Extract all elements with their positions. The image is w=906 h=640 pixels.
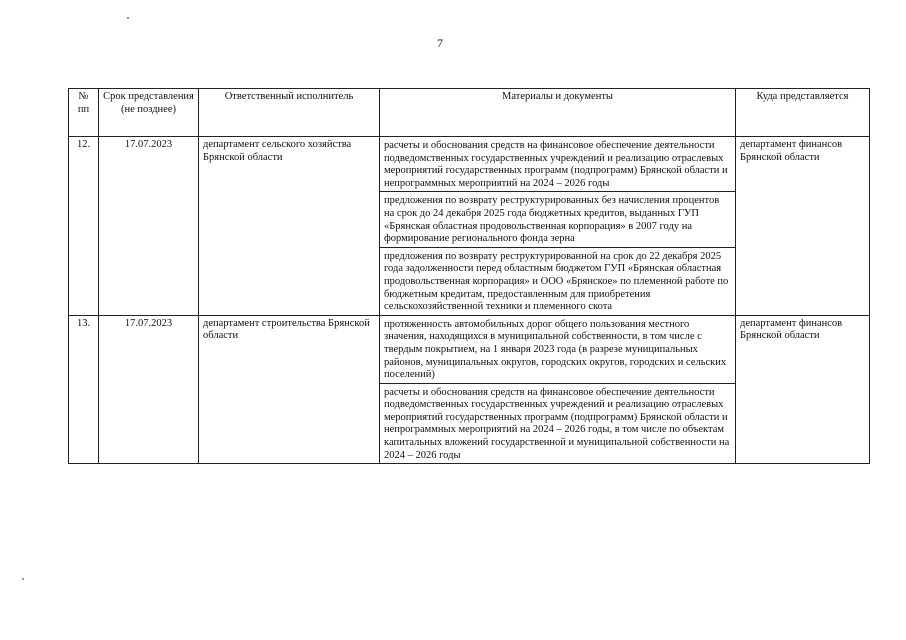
header-recipient: Куда представляется xyxy=(736,89,870,137)
material-item: предложения по возврату реструктурированных без начисления процентов на срок до 24 декабря 2025 года бюджетных кредитов, выданных ГУП «Брянская областная продовольственная корпорация» в 2007 году на формирование регионального фонда зерна xyxy=(380,192,735,247)
header-number: № пп xyxy=(69,89,99,137)
deadline-table xyxy=(68,88,870,464)
row-executor: департамент строительства Брянской области xyxy=(199,315,380,464)
row-materials xyxy=(380,315,736,464)
header-executor: Ответственный исполнитель xyxy=(199,89,380,137)
material-item: расчеты и обоснования средств на финансовое обеспечение деятельности подведомственных государственных учреждений и реализацию отраслевых мероприятий государственных программ (подпрограмм) Брянской области и непрограммных мероприятий на 2024 – 2026 годы xyxy=(380,137,735,192)
row-number: 13. xyxy=(69,315,99,464)
material-item: расчеты и обоснования средств на финансовое обеспечение деятельности подведомственных государственных учреждений и реализацию отраслевых мероприятий государственных программ (подпрограмм) Брянской области и непрограммных мероприятий на 2024 – 2026 годы, в том числе по объектам капитальных вложений государственной и муниципальной собственности на 2024 – 2026 годы xyxy=(384,386,730,461)
scan-speck xyxy=(127,17,129,19)
header-deadline: Срок представления (не позднее) xyxy=(99,89,199,137)
material-item: протяженность автомобильных дорог общего пользования местного значения, находящихся в муниципальной собственности, в том числе с твердым покрытием, на 1 января 2023 года (в разрезе муниципальных районов, муниципальных округов, городских округов, городских и сельских поселений) xyxy=(380,316,735,384)
table-header-row xyxy=(69,89,870,137)
row-executor: департамент сельского хозяйства Брянской области xyxy=(199,137,380,316)
table-row xyxy=(69,137,870,316)
material-item: предложения по возврату реструктурированной на срок до 22 декабря 2025 года задолженности перед областным бюджетом ГУП «Брянская областная продовольственная корпорация» и ООО «Брянское» по племенной работе по бюджетным кредитам, предоставленным для приобретения сельскохозяйственной техники и племенного скота xyxy=(384,250,729,313)
row-recipient: департамент финансов Брянской области xyxy=(736,137,870,316)
row-materials xyxy=(380,137,736,316)
table-row xyxy=(69,315,870,464)
row-date: 17.07.2023 xyxy=(99,315,199,464)
scan-speck xyxy=(22,578,24,580)
row-number: 12. xyxy=(69,137,99,316)
row-recipient: департамент финансов Брянской области xyxy=(736,315,870,464)
page-number: 7 xyxy=(437,36,443,50)
header-materials: Материалы и документы xyxy=(380,89,736,137)
row-date: 17.07.2023 xyxy=(99,137,199,316)
